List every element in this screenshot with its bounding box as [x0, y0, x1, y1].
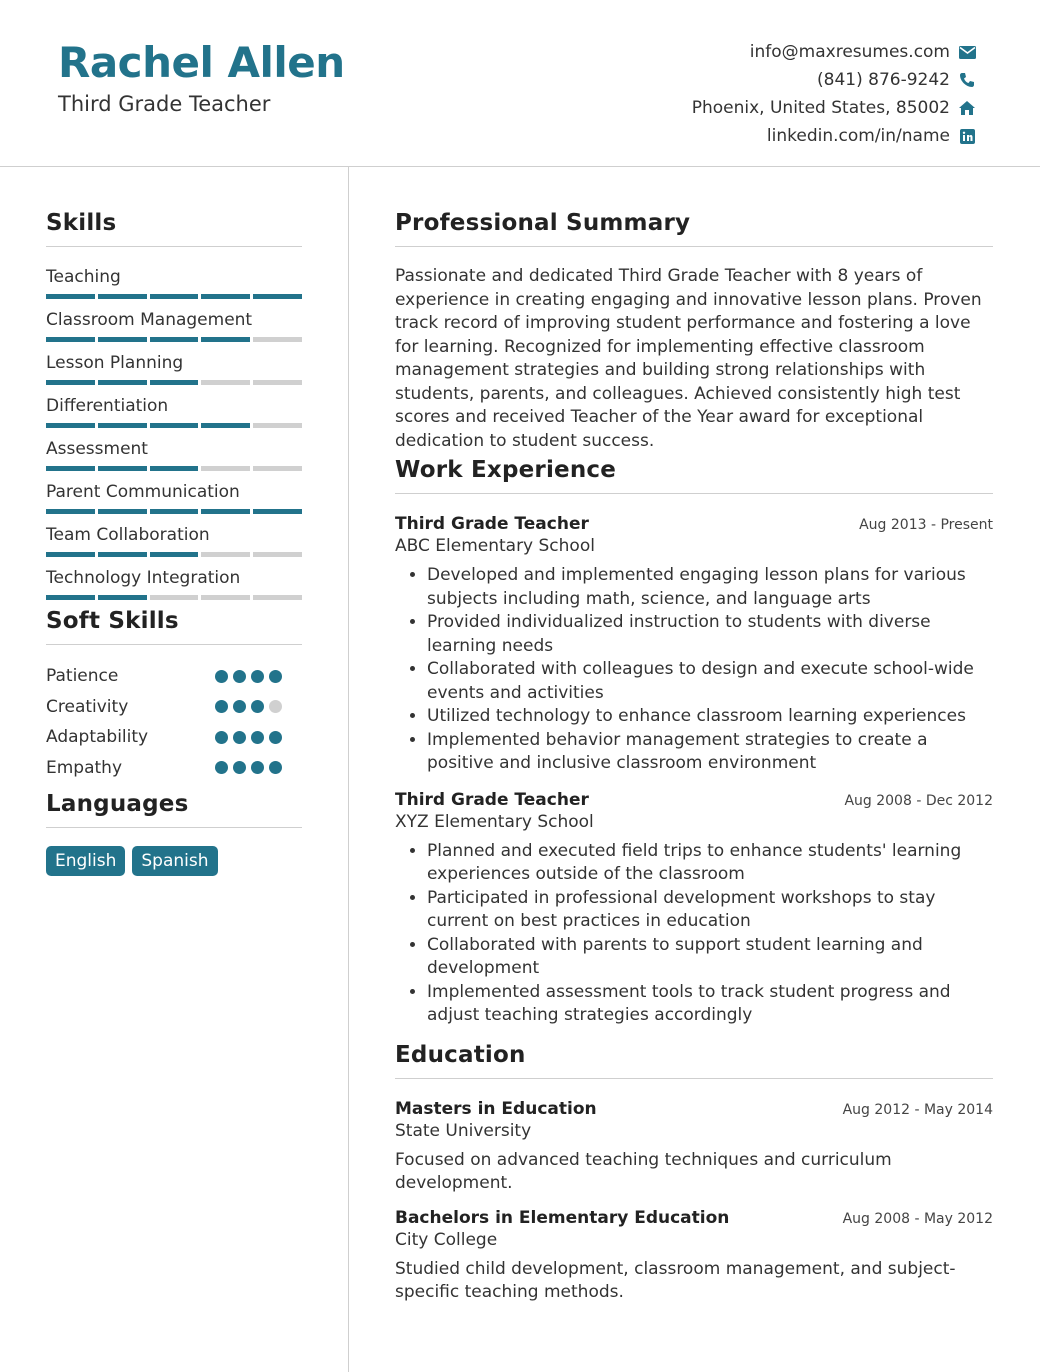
soft-skills-divider: [46, 644, 302, 645]
job-title: Third Grade Teacher: [395, 514, 589, 534]
contact-list: [692, 38, 976, 150]
skill-level-segment: [201, 423, 250, 428]
soft-skill-rating: [215, 761, 282, 774]
contact-phone-text: (841) 876-9242: [817, 70, 950, 90]
contact-location: [692, 94, 976, 122]
rating-dot: [233, 761, 246, 774]
skill-item: [46, 395, 302, 428]
skill-level-bar: [46, 466, 302, 471]
rating-dot: [251, 731, 264, 744]
skill-name: Team Collaboration: [46, 525, 210, 545]
contact-email-text: info@maxresumes.com: [749, 42, 950, 62]
skill-level-segment: [98, 595, 147, 600]
skill-level-segment: [201, 509, 250, 514]
education-degree: Bachelors in Elementary Education: [395, 1207, 730, 1228]
skill-name: Teaching: [46, 267, 121, 287]
skill-level-segment: [46, 509, 95, 514]
candidate-title: Third Grade Teacher: [58, 92, 271, 116]
skill-level-segment: [150, 595, 199, 600]
skill-level-segment: [98, 337, 147, 342]
rating-dot: [215, 731, 228, 744]
education-header: [395, 1208, 993, 1228]
soft-skill-rating: [215, 731, 282, 744]
education-school: State University: [395, 1120, 532, 1141]
rating-dot: [251, 761, 264, 774]
rating-dot: [233, 731, 246, 744]
skill-name: Classroom Management: [46, 310, 253, 330]
skill-level-bar: [46, 552, 302, 557]
education-description: Studied child development, classroom management, and subject-specific teaching methods.: [395, 1258, 956, 1302]
left-column: [46, 210, 302, 876]
job-bullet: • Provided individualized instruction to students with diverse learning needs: [427, 611, 993, 658]
languages-list: [46, 846, 302, 876]
skill-name: Lesson Planning: [46, 353, 184, 373]
job-entry: [395, 514, 993, 776]
job-organization: XYZ Elementary School: [395, 811, 594, 832]
rating-dot: [269, 700, 282, 713]
rating-dot: [215, 761, 228, 774]
job-bullet: • Planned and executed field trips to enhance students' learning experiences outside of the classroom: [427, 840, 993, 887]
experience-list: [395, 514, 993, 1028]
skill-item: [46, 567, 302, 600]
skill-level-bar: [46, 423, 302, 428]
summary-divider: [395, 246, 993, 247]
language-tag: English: [46, 846, 125, 876]
soft-skill-name: Adaptability: [46, 727, 149, 748]
resume-header: [0, 0, 1040, 167]
languages-heading: Languages: [46, 791, 189, 817]
job-bullet: • Implemented behavior management strategies to create a positive and inclusive classroom environment: [427, 729, 993, 776]
skill-level-segment: [253, 466, 302, 471]
skills-heading: Skills: [46, 210, 117, 236]
skill-level-segment: [201, 552, 250, 557]
skill-item: [46, 352, 302, 385]
soft-skill-rating: [215, 670, 282, 683]
education-entry: [395, 1208, 993, 1305]
rating-dot: [269, 761, 282, 774]
job-date: Aug 2013 - Present: [859, 517, 993, 533]
job-bullet: • Collaborated with parents to support student learning and development: [427, 934, 993, 981]
skill-level-segment: [98, 509, 147, 514]
skill-level-segment: [253, 337, 302, 342]
education-divider: [395, 1078, 993, 1079]
skill-level-segment: [98, 294, 147, 299]
skill-level-segment: [46, 552, 95, 557]
job-bullets: [395, 840, 993, 1028]
soft-skill-item: [46, 661, 302, 692]
education-school: City College: [395, 1229, 498, 1250]
skill-level-segment: [253, 509, 302, 514]
skill-level-segment: [150, 294, 199, 299]
skill-item: [46, 266, 302, 299]
skill-level-bar: [46, 294, 302, 299]
job-bullets: [395, 564, 993, 776]
skill-level-segment: [46, 466, 95, 471]
contact-phone[interactable]: [692, 66, 976, 94]
job-bullet: • Developed and implemented engaging lesson plans for various subjects including math, science, and language arts: [427, 564, 993, 611]
skill-level-bar: [46, 337, 302, 342]
skill-level-segment: [150, 509, 199, 514]
rating-dot: [251, 670, 264, 683]
education-header: [395, 1099, 993, 1119]
skill-level-bar: [46, 509, 302, 514]
soft-skill-item: [46, 753, 302, 784]
skill-level-segment: [253, 294, 302, 299]
skill-name: Differentiation: [46, 396, 169, 416]
skill-item: [46, 524, 302, 557]
education-list: [395, 1099, 993, 1305]
education-degree: Masters in Education: [395, 1098, 597, 1119]
soft-skills-list: [46, 661, 302, 783]
education-date: Aug 2008 - May 2012: [842, 1210, 993, 1227]
job-bullet: • Utilized technology to enhance classroom learning experiences: [427, 705, 993, 729]
languages-divider: [46, 827, 302, 828]
skill-name: Technology Integration: [46, 568, 241, 588]
rating-dot: [215, 700, 228, 713]
language-tag: Spanish: [132, 846, 217, 876]
soft-skill-item: [46, 692, 302, 723]
skill-level-segment: [46, 423, 95, 428]
soft-skill-item: [46, 722, 302, 753]
job-title: Third Grade Teacher: [395, 789, 589, 810]
skill-name: Parent Communication: [46, 482, 240, 502]
education-date: Aug 2012 - May 2014: [842, 1101, 993, 1118]
skill-level-segment: [201, 595, 250, 600]
job-header: [395, 790, 993, 810]
contact-linkedin[interactable]: [692, 122, 976, 150]
rating-dot: [251, 700, 264, 713]
job-organization: ABC Elementary School: [395, 536, 595, 556]
soft-skill-name: Creativity: [46, 696, 129, 717]
skill-level-segment: [253, 423, 302, 428]
experience-heading: Work Experience: [395, 457, 617, 483]
education-description: Focused on advanced teaching techniques and curriculum development.: [395, 1149, 892, 1193]
contact-linkedin-text: linkedin.com/in/name: [766, 126, 950, 146]
skill-level-segment: [253, 380, 302, 385]
rating-dot: [269, 670, 282, 683]
job-bullet: • Participated in professional development workshops to stay current on best practices in education: [427, 887, 993, 934]
skill-level-segment: [98, 552, 147, 557]
column-divider: [348, 166, 349, 1372]
skill-level-segment: [150, 466, 199, 471]
skill-item: [46, 438, 302, 471]
skill-level-segment: [46, 337, 95, 342]
skill-level-segment: [201, 466, 250, 471]
right-column: [395, 210, 993, 1317]
skill-level-segment: [150, 423, 199, 428]
skill-level-segment: [150, 337, 199, 342]
job-bullet: • Implemented assessment tools to track student progress and adjust teaching strategies accordingly: [427, 981, 993, 1028]
skill-level-segment: [201, 337, 250, 342]
skill-level-segment: [150, 552, 199, 557]
skill-level-bar: [46, 595, 302, 600]
job-header: [395, 514, 993, 534]
soft-skills-heading: Soft Skills: [46, 608, 179, 634]
skill-level-segment: [46, 380, 95, 385]
summary-text: Passionate and dedicated Third Grade Teacher with 8 years of experience in creating engaging and innovative lesson plans. Proven track record of improving student performance and fostering a love for learning. Recognized for implementing effective classroom management strategies and building strong relationships with students, parents, and colleagues. Achieved consistently high test scores and received Teacher of the Year award for exceptional dedication to student success.: [395, 266, 982, 451]
candidate-name: Rachel Allen: [58, 38, 345, 87]
soft-skill-rating: [215, 700, 282, 713]
skill-level-segment: [46, 294, 95, 299]
education-heading: Education: [395, 1041, 526, 1068]
skill-level-segment: [98, 380, 147, 385]
rating-dot: [269, 731, 282, 744]
skill-level-segment: [253, 552, 302, 557]
experience-divider: [395, 493, 993, 494]
job-bullet: • Collaborated with colleagues to design and execute school-wide events and activities: [427, 658, 993, 705]
skill-name: Assessment: [46, 439, 148, 459]
skill-level-bar: [46, 380, 302, 385]
skill-level-segment: [201, 294, 250, 299]
skills-divider: [46, 246, 302, 247]
rating-dot: [233, 670, 246, 683]
soft-skill-name: Patience: [46, 666, 119, 687]
rating-dot: [233, 700, 246, 713]
soft-skill-name: Empathy: [46, 757, 123, 778]
rating-dot: [215, 670, 228, 683]
skill-item: [46, 309, 302, 342]
job-entry: [395, 790, 993, 1028]
skill-level-segment: [46, 595, 95, 600]
linkedin-icon: [958, 127, 976, 145]
skill-level-segment: [201, 380, 250, 385]
job-date: Aug 2008 - Dec 2012: [844, 792, 993, 809]
education-entry: [395, 1099, 993, 1196]
envelope-icon: [958, 43, 976, 61]
skill-level-segment: [98, 423, 147, 428]
skill-level-segment: [150, 380, 199, 385]
skill-level-segment: [98, 466, 147, 471]
phone-icon: [958, 71, 976, 89]
skills-list: [46, 266, 302, 600]
skill-level-segment: [253, 595, 302, 600]
summary-heading: Professional Summary: [395, 210, 691, 236]
home-icon: [958, 99, 976, 117]
skill-item: [46, 481, 302, 514]
contact-email[interactable]: [692, 38, 976, 66]
contact-location-text: Phoenix, United States, 85002: [691, 98, 950, 118]
